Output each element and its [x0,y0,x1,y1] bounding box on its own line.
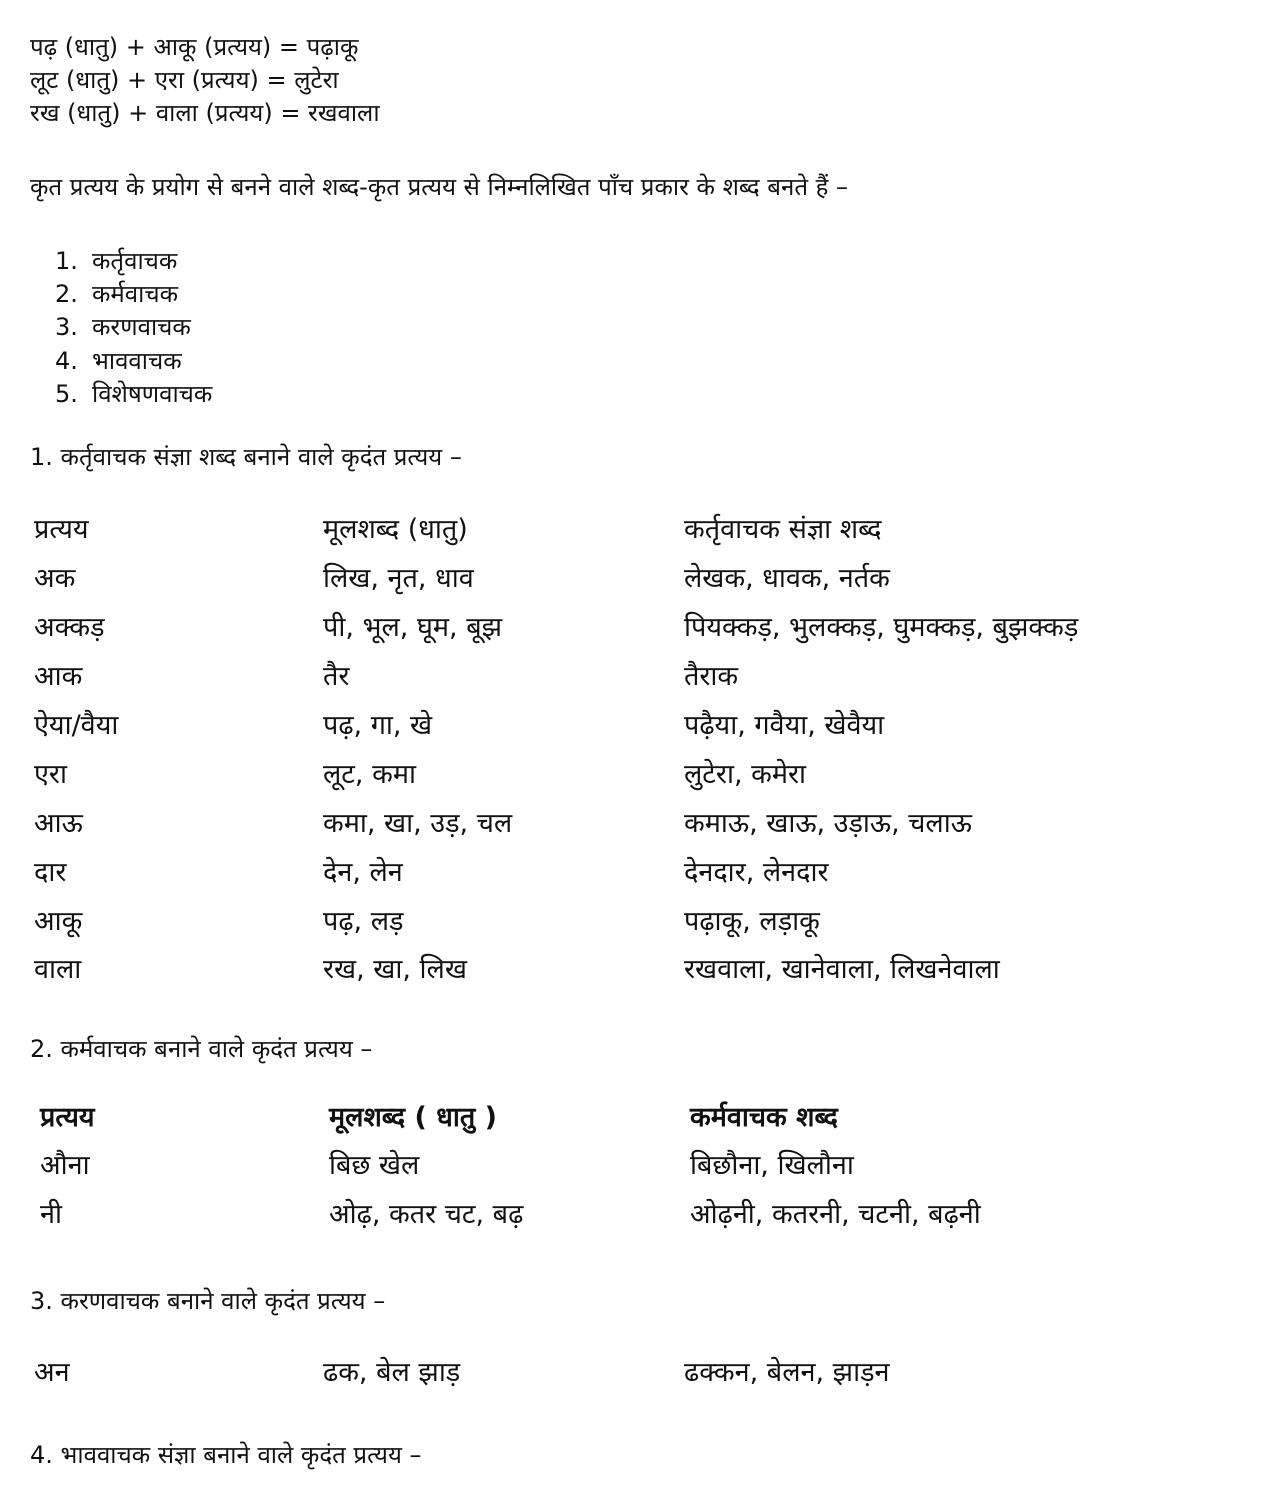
list-label: कर्मवाचक [92,280,179,308]
list-item [55,245,177,277]
root-cell: देन, लेन [323,857,403,888]
table-header-row [40,1098,1240,1138]
word-cell: लेखक, धावक, नर्तक [684,563,890,594]
section-heading: 3. करणवाचक बनाने वाले कृदंत प्रत्यय – [30,1287,386,1315]
section-heading: 4. भाववाचक संज्ञा बनाने वाले कृदंत प्रत्यय – [30,1441,422,1469]
root-cell: ढक, बेल झाड़ [323,1357,461,1388]
intro-line: लूट (धातु) + एरा (प्रत्यय) = लुटेरा [30,66,339,94]
table-row [40,1146,1240,1186]
list-number: 4. [55,347,78,375]
list-item [55,311,191,343]
table-row [34,804,1234,844]
word-cell: देनदार, लेनदार [684,857,829,888]
table-row [34,608,1234,648]
root-cell: पढ़, गा, खे [323,710,433,741]
word-cell: रखवाला, खानेवाला, लिखनेवाला [684,954,1000,985]
list-item [55,345,182,377]
intro-line: पढ़ (धातु) + आकू (प्रत्यय) = पढ़ाकू [30,33,359,61]
word-cell: पढ़ैया, गवैया, खेवैया [684,710,885,741]
section-heading: 1. कर्तृवाचक संज्ञा शब्द बनाने वाले कृदंत प्रत्यय – [30,443,462,471]
word-cell: बिछौना, खिलौना [690,1150,854,1181]
suffix-cell: आक [34,661,83,692]
suffix-cell: अन [34,1357,70,1388]
column-header: कर्मवाचक शब्द [690,1102,838,1133]
list-label: भाववाचक [92,347,182,375]
root-cell: रख, खा, लिख [323,954,467,985]
list-label: करणवाचक [92,313,191,341]
suffix-cell: नी [40,1199,62,1230]
column-header: मूलशब्द (धातु) [323,514,468,545]
table-row [34,706,1234,746]
intro-line: रख (धातु) + वाला (प्रत्यय) = रखवाला [30,99,380,127]
table-row [40,1195,1240,1235]
word-cell: ओढ़नी, कतरनी, चटनी, बढ़नी [690,1199,981,1230]
column-header: मूलशब्द ( धातु ) [329,1102,498,1133]
suffix-cell: एरा [34,759,67,790]
suffix-cell: आकू [34,906,83,937]
root-cell: पढ़, लड़ [323,906,404,937]
table-row [34,755,1234,795]
table-header-row [34,510,1234,550]
suffix-cell: दार [34,857,67,888]
table-row [34,1353,1234,1393]
list-label: कर्तृवाचक [92,247,178,275]
suffix-cell: अक [34,563,76,594]
word-cell: तैराक [684,661,739,692]
list-item [55,278,178,310]
word-cell: लुटेरा, कमेरा [684,759,807,790]
suffix-cell: अक्कड़ [34,612,105,643]
root-cell: लूट, कमा [323,759,416,790]
suffix-cell: वाला [34,954,82,985]
list-number: 3. [55,313,78,341]
word-cell: पढ़ाकू, लड़ाकू [684,906,820,937]
word-cell: पियक्कड़, भुलक्कड़, घुमक्कड़, बुझक्कड़ [684,612,1079,643]
suffix-cell: आऊ [34,808,83,839]
root-cell: ओढ़, कतर चट, बढ़ [329,1199,524,1230]
column-header: प्रत्यय [40,1102,95,1133]
table-row [34,559,1234,599]
column-header: प्रत्यय [34,514,89,545]
suffix-cell: औना [40,1150,90,1181]
root-cell: लिख, नृत, धाव [323,563,474,594]
summary-paragraph: कृत प्रत्यय के प्रयोग से बनने वाले शब्द-कृत प्रत्यय से निम्नलिखित पाँच प्रकार के शब्द बनते हैं – [30,173,849,201]
column-header: कर्तृवाचक संज्ञा शब्द [684,514,882,545]
table-row [34,950,1234,990]
root-cell: कमा, खा, उड़, चल [323,808,513,839]
root-cell: बिछ खेल [329,1150,420,1181]
list-number: 2. [55,280,78,308]
root-cell: तैर [323,661,350,692]
section-heading: 2. कर्मवाचक बनाने वाले कृदंत प्रत्यय – [30,1035,373,1063]
root-cell: पी, भूल, घूम, बूझ [323,612,503,643]
word-cell: ढक्कन, बेलन, झाड़न [684,1357,890,1388]
word-cell: कमाऊ, खाऊ, उड़ाऊ, चलाऊ [684,808,972,839]
table-row [34,657,1234,697]
table-row [34,853,1234,893]
suffix-cell: ऐया/वैया [34,710,119,741]
list-number: 1. [55,247,78,275]
list-item [55,378,212,410]
list-number: 5. [55,380,78,408]
list-label: विशेषणवाचक [92,380,213,408]
table-row [34,902,1234,942]
